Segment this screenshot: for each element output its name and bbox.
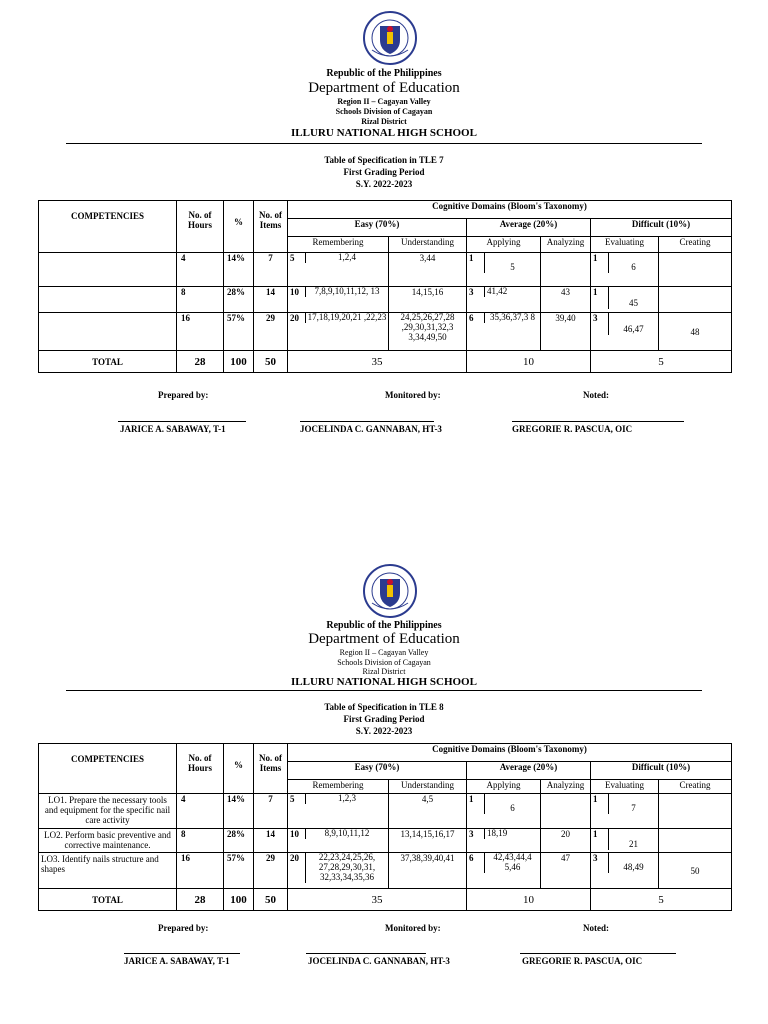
easy-count: 20 <box>288 313 306 323</box>
total-easy: 35 <box>288 351 467 373</box>
tos-table <box>38 743 732 911</box>
items-cell: 29 <box>254 313 288 351</box>
district-line: Rizal District <box>361 117 407 126</box>
easy-count: 5 <box>288 253 306 263</box>
difficult-count: 3 <box>591 853 609 873</box>
evaluating-items: 48,49 <box>623 862 644 873</box>
competency-cell <box>39 253 177 287</box>
creating-items <box>659 828 732 853</box>
monitored-by-name: JOCELINDA C. GANNABAN, HT-3 <box>308 956 450 966</box>
analyzing-header: Analyzing <box>541 237 591 253</box>
total-items: 50 <box>254 351 288 373</box>
applying-items: 6 <box>510 803 515 813</box>
monitored-by-name: JOCELINDA C. GANNABAN, HT-3 <box>300 424 442 434</box>
average-header: Average (20%) <box>467 219 591 237</box>
monitored-by-label: Monitored by: <box>385 390 441 400</box>
remembering-header: Remembering <box>288 237 389 253</box>
total-percent: 100 <box>224 351 254 373</box>
analyzing-header: Analyzing <box>541 780 591 794</box>
total-average: 10 <box>467 351 591 373</box>
analyzing-items <box>541 253 591 287</box>
analyzing-items: 43 <box>541 287 591 313</box>
easy-header: Easy (70%) <box>288 762 467 780</box>
cognitive-header: Cognitive Domains (Bloom's Taxonomy) <box>288 201 732 219</box>
department-title: Department of Education <box>308 80 460 96</box>
items-cell: 7 <box>254 253 288 287</box>
understanding-items: 13,14,15,16,17 <box>389 828 467 853</box>
tos-school-year: S.Y. 2022-2023 <box>355 726 413 736</box>
competency-cell: LO2. Perform basic preventive and corrective maintenance. <box>39 828 177 853</box>
creating-items: 48 <box>659 313 732 351</box>
applying-header: Applying <box>467 780 541 794</box>
monitored-by-label: Monitored by: <box>385 923 441 933</box>
applying-items: 35,36,37,3 8 <box>490 312 535 322</box>
percent-cell: 28% <box>224 287 254 313</box>
analyzing-items: 20 <box>541 828 591 853</box>
total-row <box>39 889 732 911</box>
deped-seal-icon <box>362 563 418 619</box>
department-title: Department of Education <box>308 631 460 647</box>
average-header: Average (20%) <box>467 762 591 780</box>
table-row <box>39 253 732 287</box>
evaluating-items: 6 <box>631 262 636 272</box>
analyzing-items: 39,40 <box>541 313 591 351</box>
creating-header: Creating <box>659 237 732 253</box>
easy-count: 10 <box>288 829 306 839</box>
table-row <box>39 287 732 313</box>
remembering-items: 8,9,10,11,12 <box>324 828 370 838</box>
tos-table <box>38 200 732 373</box>
difficult-count: 1 <box>591 287 609 309</box>
table-row <box>39 828 732 853</box>
total-label: TOTAL <box>39 351 177 373</box>
remembering-items: 7,8,9,10,11,12, 13 <box>314 286 380 296</box>
applying-items: 41,42 <box>487 286 508 296</box>
total-percent: 100 <box>224 889 254 911</box>
evaluating-header: Evaluating <box>591 780 659 794</box>
items-cell: 29 <box>254 853 288 889</box>
items-cell: 7 <box>254 794 288 829</box>
total-easy: 35 <box>288 889 467 911</box>
region-line: Region II – Cagayan Valley <box>339 648 429 657</box>
difficult-count: 1 <box>591 829 609 850</box>
percent-cell: 57% <box>224 853 254 889</box>
signature-line <box>300 421 434 422</box>
tos-title: Table of Specification in TLE 8 <box>324 702 444 712</box>
signature-line <box>124 953 240 954</box>
school-name: ILLURU NATIONAL HIGH SCHOOL <box>291 127 477 139</box>
header-divider <box>66 143 702 144</box>
evaluating-items: 45 <box>629 298 638 308</box>
total-difficult: 5 <box>591 889 732 911</box>
header-divider <box>66 690 702 691</box>
competency-cell <box>39 313 177 351</box>
creating-items <box>659 794 732 829</box>
hours-cell: 4 <box>177 253 224 287</box>
understanding-items: 14,15,16 <box>389 287 467 313</box>
noted-label: Noted: <box>583 390 609 400</box>
difficult-count: 1 <box>591 794 609 814</box>
creating-items: 50 <box>659 853 732 889</box>
total-label: TOTAL <box>39 889 177 911</box>
total-average: 10 <box>467 889 591 911</box>
items-cell: 14 <box>254 828 288 853</box>
average-count: 3 <box>467 287 485 297</box>
percent-cell: 14% <box>224 794 254 829</box>
total-hours: 28 <box>177 889 224 911</box>
total-items: 50 <box>254 889 288 911</box>
percent-cell: 14% <box>224 253 254 287</box>
creating-items <box>659 287 732 313</box>
republic-line: Republic of the Philippines <box>326 620 442 631</box>
creating-items <box>659 253 732 287</box>
evaluating-items: 21 <box>629 838 638 849</box>
understanding-items: 24,25,26,27,28 ,29,30,31,32,3 3,34,49,50 <box>389 313 467 351</box>
republic-line: Republic of the Philippines <box>326 68 442 79</box>
hours-header: No. of Hours <box>177 744 224 794</box>
noted-label: Noted: <box>583 923 609 933</box>
easy-count: 20 <box>288 853 306 883</box>
understanding-items: 37,38,39,40,41 <box>389 853 467 889</box>
tos-school-year: S.Y. 2022-2023 <box>355 179 413 189</box>
hours-cell: 8 <box>177 287 224 313</box>
applying-header: Applying <box>467 237 541 253</box>
difficult-header: Difficult (10%) <box>591 762 732 780</box>
division-line: Schools Division of Cagayan <box>337 658 431 667</box>
competency-cell: LO3. Identify nails structure and shapes <box>39 853 177 889</box>
signature-line <box>306 953 426 954</box>
prepared-by-name: JARICE A. SABAWAY, T-1 <box>124 956 230 966</box>
evaluating-items: 7 <box>631 803 636 813</box>
items-cell: 14 <box>254 287 288 313</box>
prepared-by-label: Prepared by: <box>158 390 209 400</box>
deped-seal-icon <box>362 10 418 66</box>
evaluating-items: 46,47 <box>623 324 644 334</box>
noted-by-name: GREGORIE R. PASCUA, OIC <box>512 424 633 434</box>
total-difficult: 5 <box>591 351 732 373</box>
applying-items: 5 <box>510 262 515 272</box>
items-header: No. of Items <box>254 201 288 253</box>
percent-cell: 28% <box>224 828 254 853</box>
hours-cell: 8 <box>177 828 224 853</box>
table-row <box>39 853 732 889</box>
school-name: ILLURU NATIONAL HIGH SCHOOL <box>291 676 477 688</box>
analyzing-items: 47 <box>541 853 591 889</box>
easy-count: 10 <box>288 287 306 297</box>
tos-period: First Grading Period <box>343 167 425 177</box>
percent-header: % <box>224 744 254 794</box>
hours-cell: 16 <box>177 313 224 351</box>
average-count: 1 <box>467 253 485 273</box>
understanding-items: 3,44 <box>389 253 467 287</box>
prepared-by-name: JARICE A. SABAWAY, T-1 <box>120 424 226 434</box>
difficult-count: 3 <box>591 313 609 335</box>
easy-count: 5 <box>288 794 306 804</box>
analyzing-items <box>541 794 591 829</box>
remembering-items: 22,23,24,25,26, 27,28,29,30,31, 32,33,34,35,36 <box>318 852 376 883</box>
division-line: Schools Division of Cagayan <box>335 107 433 116</box>
noted-by-name: GREGORIE R. PASCUA, OIC <box>522 956 643 966</box>
average-count: 6 <box>467 313 485 323</box>
remembering-items: 1,2,4 <box>338 252 356 262</box>
district-line: Rizal District <box>362 667 406 676</box>
signature-line <box>520 953 676 954</box>
understanding-header: Understanding <box>389 237 467 253</box>
table-row <box>39 794 732 829</box>
average-count: 6 <box>467 853 485 873</box>
region-line: Region II – Cagayan Valley <box>337 97 431 106</box>
competencies-header: COMPETENCIES <box>39 201 177 253</box>
tos-title: Table of Specification in TLE 7 <box>324 155 444 165</box>
competency-cell: LO1. Prepare the necessary tools and equipment for the specific nail care activity <box>39 794 177 829</box>
remembering-items: 1,2,3 <box>338 793 356 803</box>
competency-cell <box>39 287 177 313</box>
signature-line <box>118 421 246 422</box>
easy-header: Easy (70%) <box>288 219 467 237</box>
remembering-items: 17,18,19,20,21 ,22,23 <box>307 312 387 322</box>
competencies-header: COMPETENCIES <box>39 744 177 794</box>
creating-header: Creating <box>659 780 732 794</box>
average-count: 1 <box>467 794 485 814</box>
signature-line <box>512 421 684 422</box>
applying-items: 18,19 <box>487 828 508 838</box>
evaluating-header: Evaluating <box>591 237 659 253</box>
average-count: 3 <box>467 829 485 839</box>
understanding-header: Understanding <box>389 780 467 794</box>
difficult-count: 1 <box>591 253 609 273</box>
percent-cell: 57% <box>224 313 254 351</box>
tos-period: First Grading Period <box>343 714 425 724</box>
remembering-header: Remembering <box>288 780 389 794</box>
hours-cell: 4 <box>177 794 224 829</box>
applying-items: 42,43,44,4 5,46 <box>493 852 532 873</box>
total-row <box>39 351 732 373</box>
understanding-items: 4,5 <box>389 794 467 829</box>
hours-cell: 16 <box>177 853 224 889</box>
prepared-by-label: Prepared by: <box>158 923 209 933</box>
difficult-header: Difficult (10%) <box>591 219 732 237</box>
percent-header: % <box>224 201 254 253</box>
items-header: No. of Items <box>254 744 288 794</box>
hours-header: No. of Hours <box>177 201 224 253</box>
table-row <box>39 313 732 351</box>
cognitive-header: Cognitive Domains (Bloom's Taxonomy) <box>288 744 732 762</box>
total-hours: 28 <box>177 351 224 373</box>
